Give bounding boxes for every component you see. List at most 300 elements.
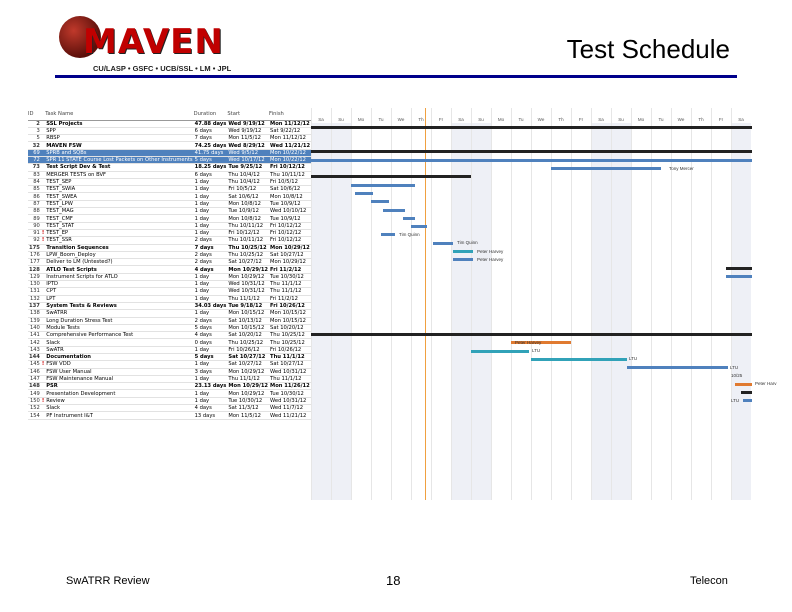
task-bar[interactable]: [531, 358, 627, 361]
task-id: 69: [28, 149, 41, 156]
deadline-flag-icon: !: [41, 237, 45, 244]
table-row[interactable]: [28, 295, 311, 302]
task-duration: 1 day: [194, 310, 228, 317]
table-row[interactable]: [28, 237, 311, 244]
table-row[interactable]: [28, 281, 311, 288]
task-start: Thu 10/25/12: [227, 339, 269, 346]
task-start: Thu 10/11/12: [227, 237, 269, 244]
task-name: Test Script Dev & Test: [45, 164, 193, 171]
weekend-shade: [451, 123, 471, 500]
day-header: Su: [618, 117, 624, 122]
task-start: Sat 11/3/12: [227, 405, 269, 412]
maven-logo: [55, 14, 232, 80]
task-name: TEST_CMF: [45, 215, 193, 222]
table-row[interactable]: [28, 288, 311, 295]
task-duration: 1 day: [194, 390, 228, 397]
task-bar[interactable]: [726, 275, 752, 278]
day-gridline: [491, 108, 492, 500]
title-rule: [55, 75, 737, 78]
task-start: Mon 10/8/12: [227, 200, 269, 207]
task-duration: 47.88 days: [194, 120, 227, 127]
table-row[interactable]: [28, 332, 311, 339]
day-header: Mo: [357, 117, 365, 122]
task-id: 88: [28, 208, 41, 215]
task-finish: Tue 10/9/12: [269, 215, 311, 222]
task-id: 148: [29, 383, 40, 390]
task-table-header: [28, 108, 311, 120]
task-finish: Mon 10/29/12: [270, 244, 310, 251]
task-finish: Wed 10/31/12: [269, 397, 311, 404]
task-start: Tue 10/30/12: [227, 397, 269, 404]
day-header: Tu: [378, 117, 384, 122]
task-start: Thu 10/25/12: [227, 244, 269, 251]
current-date-line: [425, 108, 426, 500]
day-header: Fr: [438, 117, 444, 122]
table-row[interactable]: [28, 215, 311, 222]
task-id: 144: [29, 354, 40, 361]
day-header: Sa: [598, 117, 604, 122]
resource-label: 10/25: [731, 373, 743, 378]
table-row[interactable]: [28, 397, 311, 404]
day-header: Mo: [637, 117, 645, 122]
task-start: Sat 10/20/12: [227, 332, 269, 339]
task-id: 154: [29, 412, 40, 419]
gantt-chart: [28, 108, 777, 500]
task-duration: 7 days: [194, 244, 228, 251]
day-gridline: [451, 108, 452, 500]
task-id: 175: [29, 244, 40, 251]
table-row[interactable]: [28, 259, 311, 266]
task-bar[interactable]: [627, 366, 728, 369]
task-finish: Thu 11/1/12: [269, 281, 311, 288]
task-start: Sat 10/27/12: [227, 354, 269, 361]
timeline-area: [311, 108, 777, 500]
task-bar[interactable]: [383, 209, 405, 212]
task-id: 138: [29, 310, 40, 317]
task-start: Fri 10/5/12: [227, 186, 269, 193]
task-bar[interactable]: [403, 217, 415, 220]
table-row[interactable]: [28, 208, 311, 215]
task-start: Fri 10/26/12: [227, 346, 269, 353]
table-row[interactable]: [28, 324, 311, 331]
table-row[interactable]: [28, 186, 311, 193]
task-duration: 1 day: [194, 208, 228, 215]
table-row[interactable]: [28, 354, 311, 361]
task-id: 152: [29, 405, 40, 412]
task-bar[interactable]: [743, 399, 752, 402]
task-duration: 2 days: [194, 237, 228, 244]
summary-bar[interactable]: [311, 150, 752, 153]
task-start: Fri 10/12/12: [227, 229, 269, 236]
task-name: Deliver to LM (Untested?): [45, 259, 193, 266]
task-name: Presentation Development: [45, 390, 193, 397]
resource-label: Tim Quinn: [457, 240, 478, 246]
day-gridline: [531, 108, 532, 500]
table-row[interactable]: [28, 135, 311, 142]
task-finish: Thu 11/1/12: [269, 375, 311, 382]
task-name: SwATRR: [45, 310, 193, 317]
task-duration: 23.13 days: [194, 383, 227, 390]
day-header: Fr: [578, 117, 584, 122]
task-start: Wed 8/29/12: [227, 142, 269, 149]
task-start: Sat 10/27/12: [227, 361, 269, 368]
task-name: SwATR: [45, 346, 193, 353]
task-finish: Fri 10/12/12: [269, 229, 311, 236]
weekend-shade: [311, 123, 331, 500]
task-start: Mon 10/15/12: [227, 324, 269, 331]
table-row[interactable]: [28, 164, 311, 171]
task-duration: 1 day: [194, 295, 228, 302]
task-id: 2: [28, 120, 41, 127]
task-name: TEST_MAG: [45, 208, 193, 215]
weekend-shade: [471, 123, 491, 500]
resource-label: Peter Harv: [755, 381, 777, 387]
task-duration: 1 day: [194, 361, 228, 368]
day-gridline: [351, 108, 352, 500]
task-id: 91: [28, 229, 41, 236]
day-gridline: [391, 108, 392, 500]
task-id: 139: [29, 317, 40, 324]
deadline-flag-icon: !: [41, 361, 45, 368]
task-duration: 0 days: [194, 339, 228, 346]
task-finish: Mon 10/15/12: [269, 317, 311, 324]
task-start: Thu 11/1/12: [227, 295, 269, 302]
task-duration: 5 days: [194, 156, 228, 163]
table-row[interactable]: [28, 156, 311, 163]
day-gridline: [331, 108, 332, 500]
table-row[interactable]: [28, 200, 311, 207]
task-name: Slack: [45, 405, 193, 412]
task-start: Mon 10/29/12: [227, 390, 269, 397]
task-start: Tue 10/9/12: [227, 208, 269, 215]
table-row[interactable]: [28, 375, 311, 382]
task-duration: 4 days: [194, 266, 228, 273]
task-id: 146: [29, 368, 40, 375]
day-header: Fr: [718, 117, 724, 122]
day-header: Sa: [318, 117, 324, 122]
task-name: TEST_SSR: [45, 237, 193, 244]
task-finish: Thu 10/25/12: [269, 339, 311, 346]
deadline-flag-icon: !: [41, 397, 45, 404]
task-name: TEST_STAT: [45, 222, 193, 229]
task-duration: 1 day: [194, 281, 228, 288]
task-id: 84: [28, 178, 41, 185]
task-duration: 2 days: [194, 251, 228, 258]
summary-bar[interactable]: [741, 391, 752, 394]
task-duration: 5 days: [194, 324, 228, 331]
task-name: SPP: [45, 127, 193, 134]
task-duration: 1 day: [194, 397, 228, 404]
task-name: FSW Maintenance Manual: [45, 375, 193, 382]
task-finish: Sat 10/6/12: [269, 186, 311, 193]
task-name: IPTD: [45, 281, 193, 288]
task-id: 89: [28, 215, 41, 222]
task-finish: Fri 11/2/12: [269, 266, 311, 273]
task-id: 85: [28, 186, 41, 193]
task-name: PSR: [45, 383, 193, 390]
day-header: We: [397, 117, 405, 122]
task-finish: Sat 10/27/12: [269, 251, 311, 258]
task-start: Mon 10/8/12: [227, 215, 269, 222]
table-row[interactable]: [28, 302, 311, 309]
task-start: Mon 10/29/12: [228, 383, 269, 390]
day-header: Tu: [658, 117, 664, 122]
task-duration: 41.75 days: [194, 149, 228, 156]
task-finish: Tue 10/30/12: [269, 273, 311, 280]
task-duration: 2 days: [194, 259, 228, 266]
table-row[interactable]: [28, 383, 311, 390]
task-finish: Mon 10/22/12: [269, 149, 311, 156]
task-duration: 5 days: [194, 354, 228, 361]
table-row[interactable]: [28, 339, 311, 346]
resource-label: LTU: [532, 348, 541, 354]
weekend-shade: [331, 123, 351, 500]
task-id: 32: [28, 142, 41, 149]
task-duration: 1 day: [194, 288, 228, 295]
task-finish: Fri 10/5/12: [269, 178, 311, 185]
table-row[interactable]: [28, 251, 311, 258]
resource-label: LTU: [730, 364, 739, 370]
task-finish: Thu 11/1/12: [269, 288, 311, 295]
task-rows: [28, 120, 311, 419]
summary-bar[interactable]: [311, 126, 752, 129]
day-gridline: [371, 108, 372, 500]
day-gridline: [511, 108, 512, 500]
task-finish: Mon 10/22/12: [269, 156, 311, 163]
task-finish: Sat 10/27/12: [269, 361, 311, 368]
task-finish: Fri 10/26/12: [269, 346, 311, 353]
task-bar[interactable]: [551, 167, 661, 170]
task-duration: 1 day: [194, 229, 228, 236]
task-start: Wed 9/19/12: [227, 127, 269, 134]
task-finish: Mon 11/12/12: [270, 120, 310, 127]
table-row[interactable]: [28, 149, 311, 156]
task-bar[interactable]: [471, 350, 529, 353]
task-duration: 34.03 days: [194, 303, 227, 310]
slide-title: Test Schedule: [566, 34, 730, 64]
table-row[interactable]: [28, 390, 311, 397]
task-finish: Wed 10/31/12: [269, 368, 311, 375]
summary-bar[interactable]: [726, 267, 752, 270]
day-header: Su: [338, 117, 344, 122]
summary-bar[interactable]: [311, 333, 752, 336]
task-bar[interactable]: [311, 159, 752, 162]
table-row[interactable]: [28, 273, 311, 280]
table-row[interactable]: [28, 178, 311, 185]
header-id: ID: [28, 108, 41, 120]
task-start: Thu 11/1/12: [227, 375, 269, 382]
task-duration: 1 day: [194, 222, 228, 229]
task-id: 128: [29, 266, 40, 273]
task-start: Wed 10/31/12: [227, 281, 269, 288]
header-start: Start: [227, 108, 269, 120]
task-name: Documentation: [45, 354, 193, 361]
table-row[interactable]: [28, 317, 311, 324]
task-finish: Wed 11/21/12: [269, 412, 311, 419]
task-start: Thu 10/11/12: [227, 222, 269, 229]
task-duration: 1 day: [194, 273, 228, 280]
header-task-name: Task Name: [45, 108, 193, 120]
task-name: SSL Projects: [45, 120, 193, 127]
task-finish: Tue 10/30/12: [269, 390, 311, 397]
table-row[interactable]: [28, 171, 311, 178]
task-id: 86: [28, 193, 41, 200]
resource-label: LTU: [731, 397, 740, 403]
task-id: 83: [28, 171, 41, 178]
task-start: Tue 9/25/12: [227, 164, 269, 171]
task-start: Mon 10/15/12: [227, 310, 269, 317]
task-name: Comprehensive Performance Test: [45, 332, 193, 339]
day-header: Sa: [458, 117, 464, 122]
task-id: 129: [29, 273, 40, 280]
task-bar[interactable]: [453, 258, 473, 261]
task-bar[interactable]: [381, 233, 395, 236]
task-name: SPR 11 STATE Course Lost Packets on Other Instruments: [46, 157, 193, 164]
task-name: MERGER TESTS on BVF: [45, 171, 193, 178]
task-duration: 6 days: [194, 171, 228, 178]
task-duration: 13 days: [194, 412, 228, 419]
task-name: TEST_SEP: [45, 178, 193, 185]
task-finish: Thu 10/11/12: [269, 171, 311, 178]
task-id: 3: [28, 127, 41, 134]
task-start: Tue 9/18/12: [227, 302, 269, 309]
table-row[interactable]: [28, 244, 311, 251]
task-start: Wed 9/5/12: [227, 149, 269, 156]
task-bar[interactable]: [453, 250, 473, 253]
task-start: Mon 10/29/12: [227, 273, 269, 280]
task-name: ATLO Test Scripts: [45, 266, 193, 273]
task-finish: Sat 9/22/12: [269, 127, 311, 134]
resource-label: LTU: [629, 356, 638, 362]
task-id: 176: [29, 251, 40, 258]
day-gridline: [711, 108, 712, 500]
deadline-flag-icon: !: [41, 230, 45, 237]
resource-label: Peter Harvey: [515, 339, 542, 345]
task-finish: Fri 10/12/12: [269, 222, 311, 229]
task-name: LPW_Boom_Deploy: [45, 251, 193, 258]
day-header: Th: [698, 117, 704, 122]
table-row[interactable]: [28, 266, 311, 273]
day-gridline: [431, 108, 432, 500]
critical-bar[interactable]: [735, 383, 752, 386]
table-row[interactable]: [28, 127, 311, 134]
task-finish: Fri 10/26/12: [269, 302, 311, 309]
task-id: 150: [29, 397, 40, 404]
table-row[interactable]: [28, 142, 311, 149]
task-bar[interactable]: [433, 242, 453, 245]
header-duration: Duration: [194, 108, 228, 120]
day-header: Sa: [738, 117, 744, 122]
task-id: 141: [29, 332, 40, 339]
summary-bar[interactable]: [311, 175, 471, 178]
resource-label: Tony Mercer: [669, 165, 694, 171]
table-row[interactable]: [28, 120, 311, 127]
task-bar[interactable]: [411, 225, 427, 228]
task-id: 145: [29, 361, 40, 368]
table-row[interactable]: [28, 310, 311, 317]
task-id: 132: [29, 295, 40, 302]
task-finish: Mon 10/15/12: [269, 310, 311, 317]
task-name: TEST_SWIA: [45, 186, 193, 193]
task-name: Long Duration Stress Test: [45, 317, 193, 324]
table-row[interactable]: [28, 222, 311, 229]
weekend-shade: [591, 123, 611, 500]
day-gridline: [311, 108, 312, 500]
task-finish: Fri 10/12/12: [269, 237, 311, 244]
weekend-shade: [611, 123, 631, 500]
task-name: SPRB and SQBs: [45, 149, 193, 156]
task-name: FSW User Manual: [45, 368, 193, 375]
task-finish: Tue 10/9/12: [269, 200, 311, 207]
task-name: MAVEN FSW: [45, 142, 193, 149]
task-id: 5: [28, 135, 41, 142]
task-name: Review: [45, 397, 193, 404]
task-id: 137: [29, 303, 40, 310]
task-finish: Wed 11/7/12: [269, 405, 311, 412]
task-duration: 1 day: [194, 346, 228, 353]
task-duration: 1 day: [194, 375, 228, 382]
table-row[interactable]: [28, 361, 311, 368]
task-name: PF Instrument I&T: [45, 412, 193, 419]
task-start: Wed 9/19/12: [227, 120, 269, 127]
day-header: Tu: [518, 117, 524, 122]
task-id: 90: [28, 222, 41, 229]
header-finish: Finish: [269, 108, 311, 120]
table-row[interactable]: [28, 368, 311, 375]
task-bar[interactable]: [371, 200, 389, 203]
task-duration: 4 days: [194, 405, 228, 412]
table-row[interactable]: [28, 405, 311, 412]
task-duration: 2 days: [194, 317, 228, 324]
task-duration: 1 day: [194, 178, 228, 185]
table-row[interactable]: [28, 346, 311, 353]
task-finish: Mon 10/29/12: [269, 259, 311, 266]
day-gridline: [471, 108, 472, 500]
task-name: Instrument Scripts for ATLO: [45, 273, 193, 280]
task-id: 87: [28, 200, 41, 207]
task-finish: Fri 11/2/12: [269, 295, 311, 302]
task-name: CPT: [45, 288, 193, 295]
day-gridline: [731, 108, 732, 500]
task-finish: Mon 11/26/12: [270, 383, 310, 390]
task-bar[interactable]: [351, 184, 415, 187]
task-id: 140: [29, 324, 40, 331]
task-id: 130: [29, 281, 40, 288]
logo-partners: CU/LASP • GSFC • UCB/SSL • LM • JPL: [93, 64, 232, 73]
task-name: Slack: [45, 339, 193, 346]
task-id: 149: [29, 390, 40, 397]
footer-page-number: 18: [386, 573, 401, 588]
task-id: 131: [29, 288, 40, 295]
footer-review-name: SwATRR Review: [66, 575, 150, 587]
task-finish: Wed 11/21/12: [270, 142, 311, 149]
task-finish: Mon 10/8/12: [269, 193, 311, 200]
table-row[interactable]: [28, 412, 311, 419]
resource-label: Tim Quinn: [399, 231, 420, 237]
task-id: 142: [29, 339, 40, 346]
task-id: 177: [29, 259, 40, 266]
task-id: 143: [29, 346, 40, 353]
task-start: Thu 10/4/12: [227, 171, 269, 178]
table-row[interactable]: [28, 229, 311, 236]
task-name: LPT: [45, 295, 193, 302]
task-duration: 3 days: [194, 368, 228, 375]
resource-label: Peter Harvey: [477, 256, 504, 262]
table-row[interactable]: [28, 193, 311, 200]
task-finish: Fri 10/12/12: [269, 164, 311, 171]
task-bar[interactable]: [355, 192, 373, 195]
task-name: RBSP: [45, 135, 193, 142]
